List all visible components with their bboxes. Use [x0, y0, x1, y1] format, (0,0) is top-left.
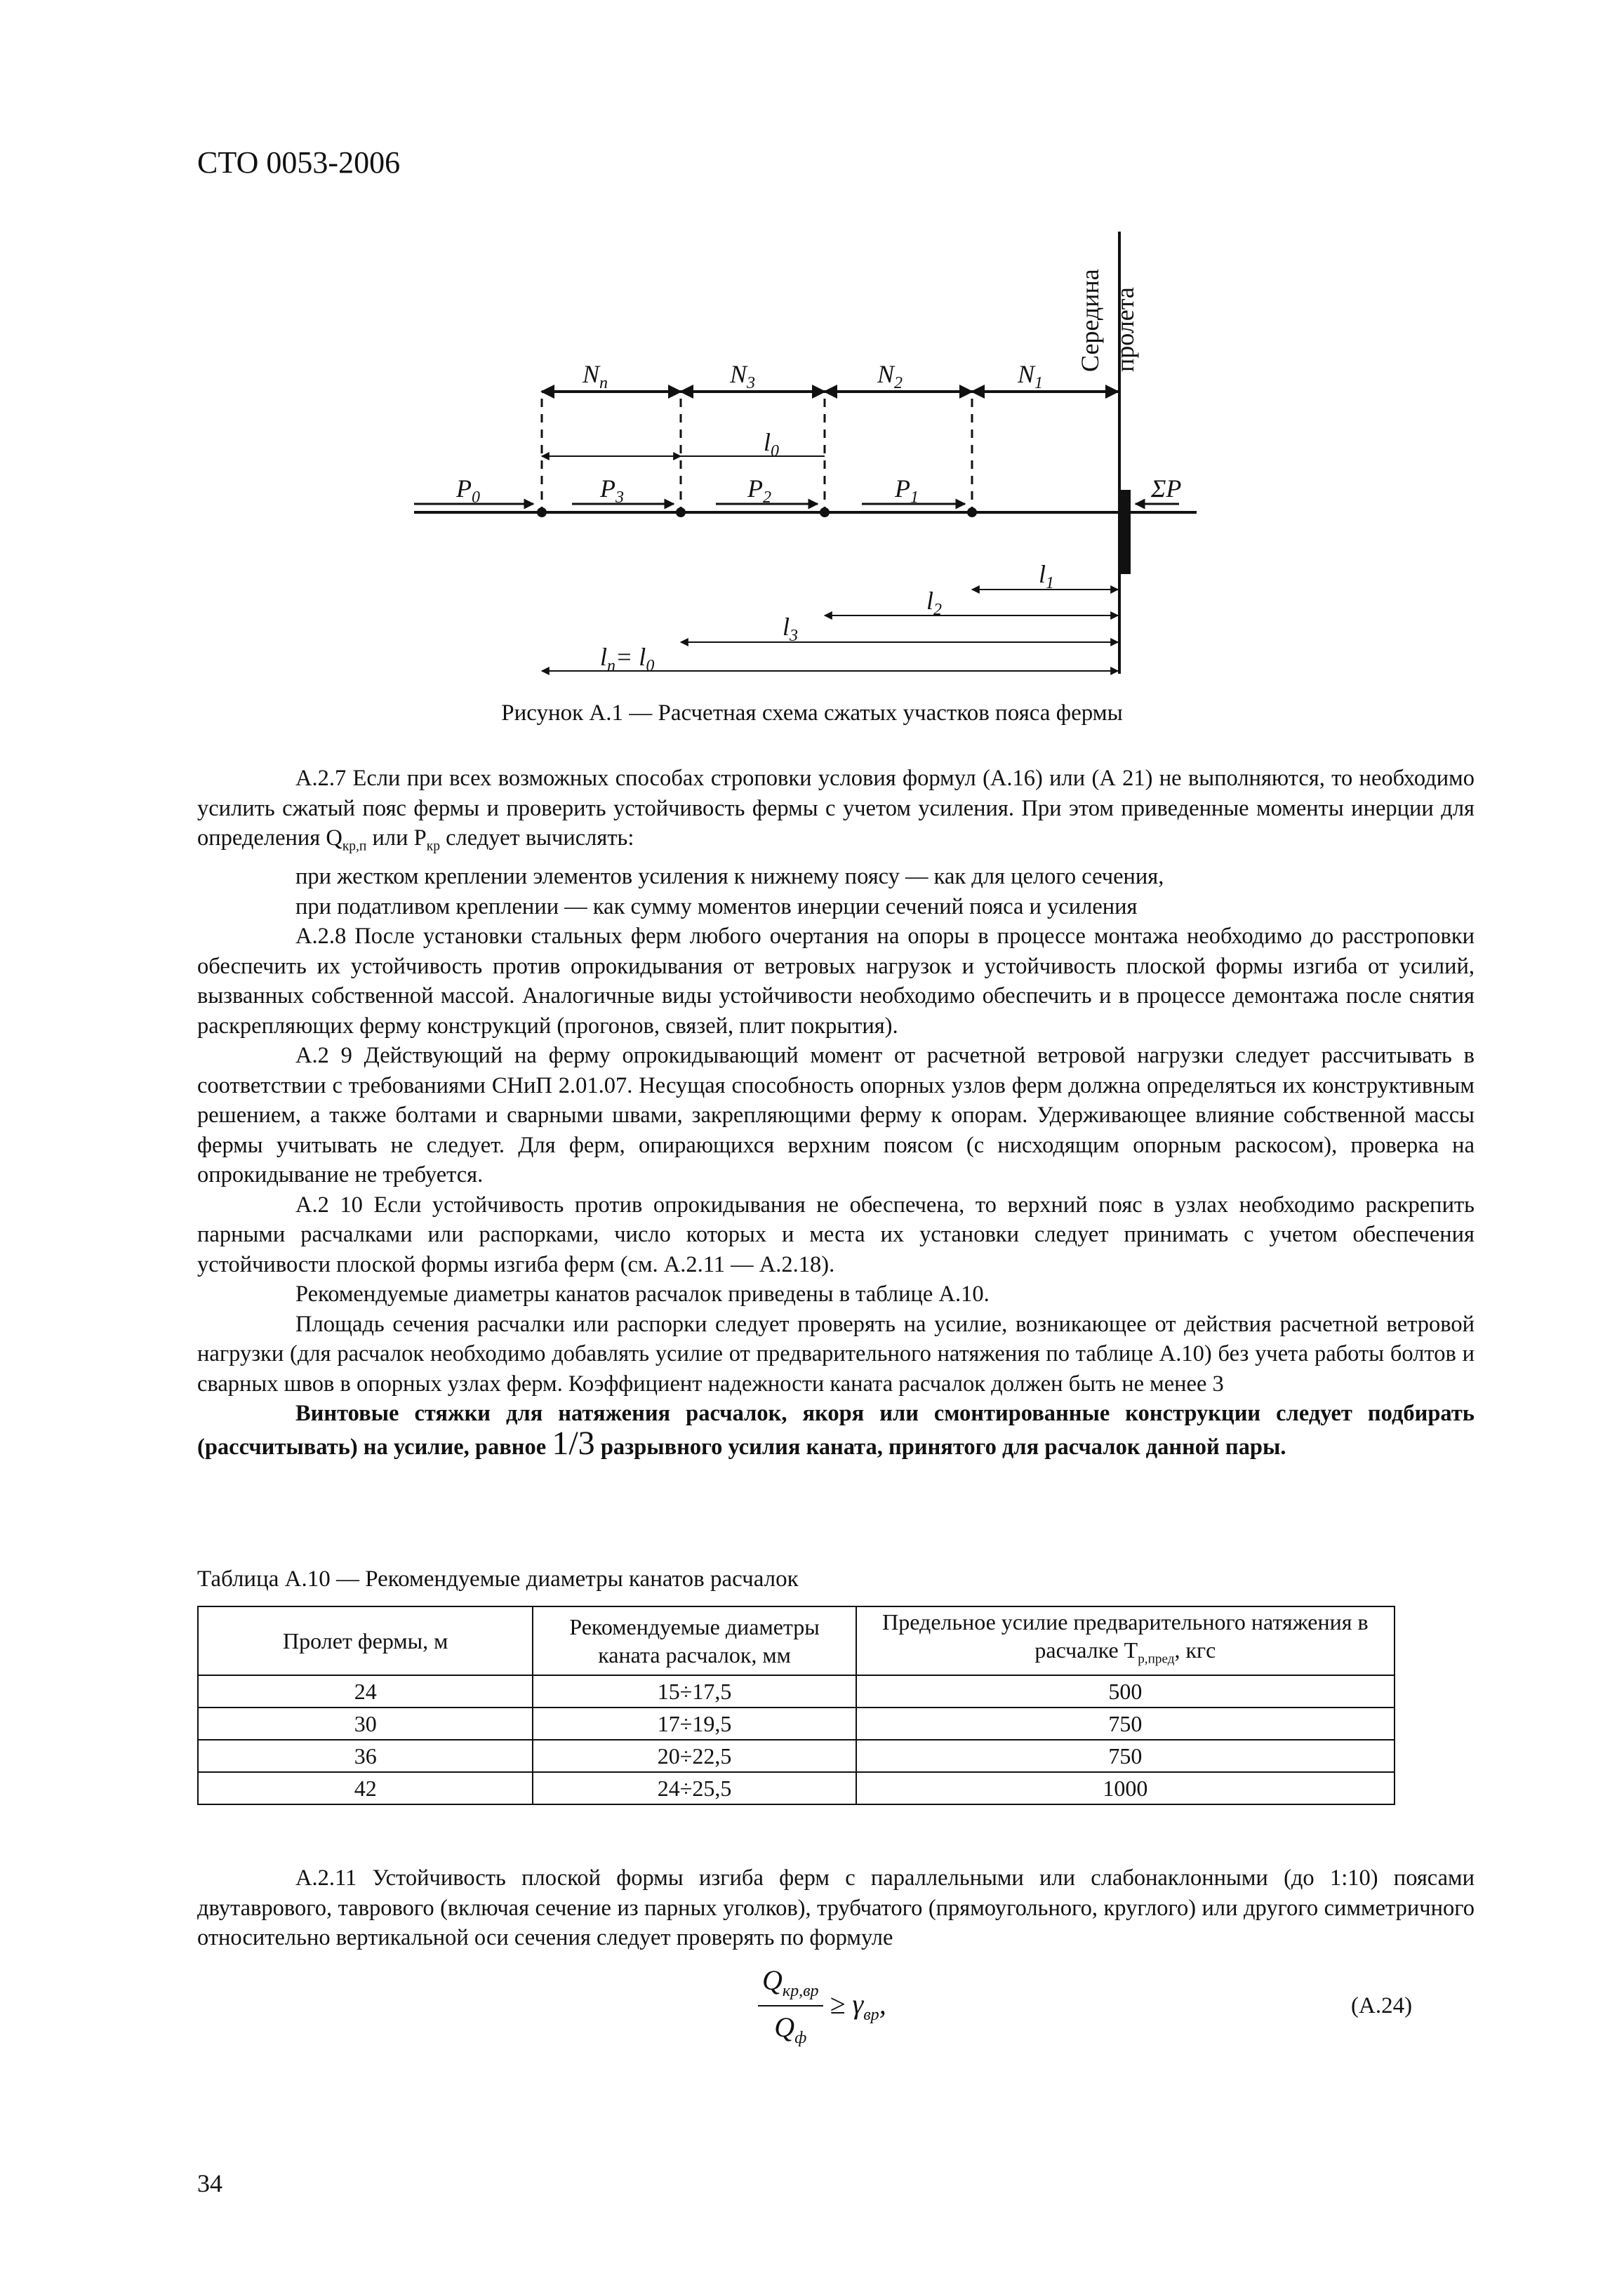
- formula-a24: $\frac{Q_{кр,вр}}{Q_ф}$ ≥ $\gamma_{вр}$,: [758, 1964, 886, 2048]
- para-a210: А.2 10 Если устойчивость против опрокидывания не обеспечена, то верхний пояс в узлах необходимо раскрепить парными расчалками или распорками, число которых и места их установки следует принимать с учетом обеспечения устойчивости плоской формы изгиба ферм (см. А.2.11 — А.2.18).: [197, 1192, 1475, 1277]
- table-header-force: Предельное усилие предварительного натяжения в расчалке $T_{р,пред}$, кгс: [856, 1606, 1395, 1675]
- label-P2: $P_2$: [747, 474, 771, 507]
- para-flexible: при податливом креплении — как сумму моментов инерции сечений пояса и усиления: [295, 893, 1138, 919]
- label-N3: $N_3$: [730, 360, 756, 392]
- table-header-diameter: Рекомендуемые диаметры каната расчалок, мм: [533, 1606, 856, 1675]
- equation-number: (А.24): [1351, 1993, 1413, 2018]
- midspan-label-2: пролета: [1111, 287, 1139, 372]
- table-title: Таблица А.10 — Рекомендуемые диаметры канатов расчалок: [197, 1566, 799, 1592]
- para-a211: А.2.11 Устойчивость плоской формы изгиба ферм с параллельными или слабонаклонными (до 1:10) поясами двутаврового, таврового (включая сечение из парных уголков), трубчатого (прямоугольного, круглого) или другого симметричного относительно вертикальной оси сечения следует проверять по формуле: [197, 1865, 1475, 1950]
- label-P1: $P_1$: [895, 474, 919, 507]
- page-header: СТО 0053-2006: [197, 145, 401, 180]
- page-number: 34: [197, 2169, 222, 2197]
- midspan-support: [1118, 490, 1131, 574]
- figure-caption: Рисунок А.1 — Расчетная схема сжатых участков пояса фермы: [501, 700, 1123, 726]
- midspan-label-1: Середина: [1076, 269, 1104, 372]
- para-area: Площадь сечения расчалки или распорки следует проверять на усилие, возникающее от действия расчетной ветровой нагрузки (для расчалок необходимо добавлять усилие от предварительного натяжения по таблице А.10) без учета работы болтов и сварных швов в опорных узлах ферм. Коэффициент надежности каната расчалок должен быть не менее 3: [197, 1311, 1475, 1397]
- label-P3: $P_3$: [600, 474, 624, 507]
- table-row: 36 20÷22,5 750: [198, 1740, 1395, 1772]
- rope-diameter-table: [197, 1606, 1395, 1805]
- table-row: 42 24÷25,5 1000: [198, 1772, 1395, 1804]
- formula-fraction: $\frac{Q_{кр,вр}}{Q_ф}$: [758, 1964, 823, 2048]
- label-l1: $l_1$: [1039, 560, 1055, 592]
- label-ln: $l_n= l_0$: [600, 643, 655, 675]
- para-screws: Винтовые стяжки для натяжения расчалок, якоря или смонтированные конструкции следует подбирать (рассчитывать) на усилие, равное 1/3 разрывного усилия каната, принятого для расчалок данной пары.: [197, 1401, 1475, 1462]
- body-text-1: [197, 764, 1475, 1462]
- label-P0: $P_0$: [456, 474, 480, 507]
- label-sumP: ΣP: [1151, 474, 1182, 502]
- label-N2: $N_2$: [877, 360, 903, 392]
- body-text-2: [197, 1863, 1475, 1953]
- para-a28: А.2.8 После установки стальных ферм любого очертания на опоры в процессе монтажа необходимо до расстроповки обеспечить их устойчивость против опрокидывания от ветровых нагрузок и устойчивость плоской формы изгиба от усилий, вызванных собственной массой. Аналогичные виды устойчивости необходимо обеспечить и в процессе демонтажа после снятия раскрепляющих ферму конструкций (прогонов, связей, плит покрытия).: [197, 924, 1475, 1039]
- para-a29: А.2 9 Действующий на ферму опрокидывающий момент от расчетной ветровой нагрузки следует рассчитывать в соответствии с требованиями СНиП 2.01.07. Несущая способность опорных узлов ферм должна определяться их конструктивным решением, а также болтами и сварными швами, закрепляющими ферму к опорам. Удерживающее влияние собственной массы фермы учитывать не следует. Для ферм, опирающихся верхним поясом (с нисходящим опорным раскосом), проверка на опрокидывание не требуется.: [197, 1043, 1475, 1187]
- para-rigid: при жестком креплении элементов усиления к нижнему поясу — как для целого сечения,: [295, 864, 1164, 889]
- table-row: 24 15÷17,5 500: [198, 1675, 1395, 1708]
- table-row: 30 17÷19,5 750: [198, 1708, 1395, 1740]
- para-ropes: Рекомендуемые диаметры канатов расчалок приведены в таблице А.10.: [295, 1282, 990, 1307]
- para-a27: А.2.7 Если при всех возможных способах строповки условия формул (А.16) или (А 21) не выполняются, то необходимо усилить сжатый пояс фермы и проверить устойчивость фермы с учетом усиления. При этом приведенные моменты инерции для определения $Q_{кр,п}$ или $P_{кр}$ следует вычислять:: [197, 766, 1475, 854]
- table-header-span: Пролет фермы, м: [198, 1606, 533, 1675]
- label-l3: $l_3$: [783, 613, 799, 645]
- truss-chord-diagram: [393, 225, 1249, 688]
- label-N1: $N_1$: [1018, 360, 1044, 392]
- label-l0: $l_0$: [764, 428, 780, 460]
- label-l2: $l_2$: [926, 587, 943, 619]
- label-Nn: $N_n$: [583, 360, 608, 392]
